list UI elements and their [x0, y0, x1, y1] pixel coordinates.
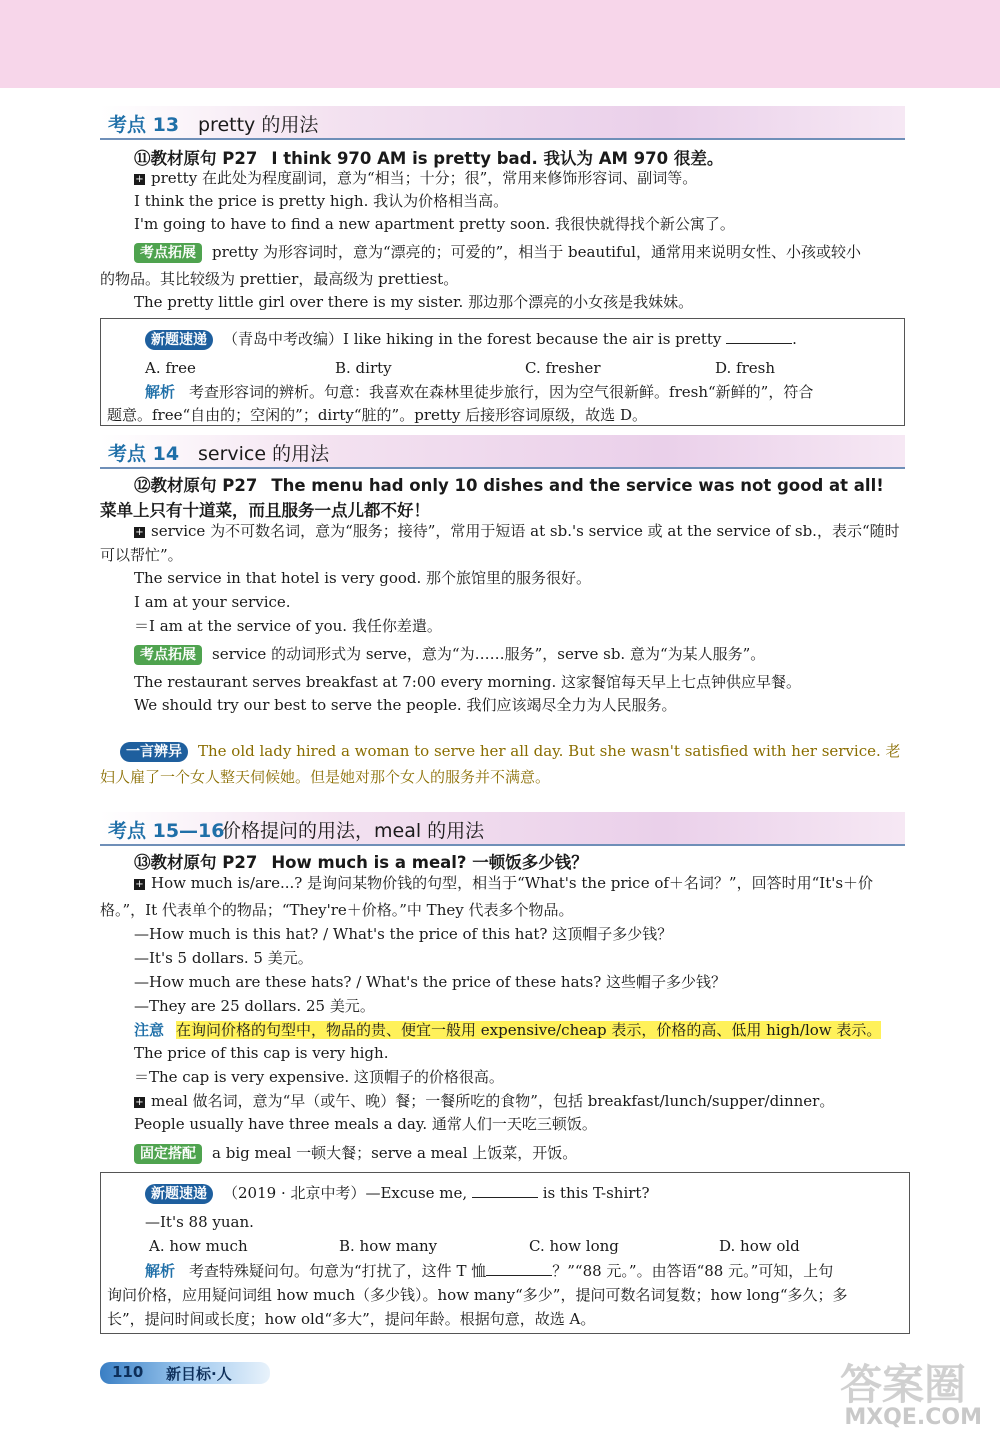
question-tag: 新题速递: [145, 1184, 213, 1204]
option-c: C. fresher: [525, 359, 601, 377]
analysis-line: 长”，提问时间或长度；how old“多大”，提问年龄。根据句意，故选 A。: [107, 1310, 596, 1328]
section-title: service 的用法: [198, 443, 330, 465]
example-line: —They are 25 dollars. 25 美元。: [134, 997, 375, 1015]
section-header-13: [100, 106, 905, 140]
question-text: 新题速递 （青岛中考改编）I like hiking in the forest because the air is pretty .: [145, 328, 797, 350]
option-a: A. how much: [149, 1237, 248, 1255]
example-line: ＝I am at the service of you. 我任你差遣。: [134, 617, 442, 635]
note-line: 注意 在询问价格的句型中，物品的贵、便宜一般用 expensive/cheap 表示，价格的高、低用 high/low 表示。: [134, 1021, 882, 1039]
example-line: The service in that hotel is very good. 那个旅馆里的服务很好。: [134, 569, 592, 587]
explanation-line: + service 为不可数名词，意为“服务；接待”，常用于短语 at sb.'s service 或 at the service of sb.，表示“随时: [135, 522, 900, 540]
question-box-15: [100, 1172, 910, 1334]
option-b: B. how many: [339, 1237, 438, 1255]
section-header-15-16: [100, 812, 905, 846]
example-line: The pretty little girl over there is my sister. 那边那个漂亮的小女孩是我妹妹。: [134, 293, 694, 311]
example-line: The price of this cap is very high.: [134, 1044, 389, 1062]
distinction-line: 一言辨异 The old lady hired a woman to serve her all day. But she wasn't satisfied with her service. 老: [120, 740, 901, 762]
question-text: 新题速递 （2019 · 北京中考）—Excuse me, is this T-shirt?: [145, 1182, 650, 1204]
question-box-13: [100, 318, 905, 426]
section-number: 考点 14: [108, 443, 180, 465]
distinction-tag: 一言辨异: [120, 742, 188, 762]
source-sentence-15: ⑬教材原句 P27 How much is a meal? 一顿饭多少钱？: [134, 853, 588, 872]
extension-tag: 考点拓展: [134, 645, 202, 665]
source-sentence-13: ⑪教材原句 P27 I think 970 AM is pretty bad. 我认为 AM 970 很差。: [134, 149, 724, 168]
fixed-phrase-tag: 固定搭配: [134, 1144, 202, 1164]
question-tag: 新题速递: [145, 330, 213, 350]
section-number: 考点 15—16: [108, 820, 225, 842]
explanation-line: + pretty 在此处为程度副词，意为“相当；十分；很”，常用来修饰形容词、副词等。: [135, 169, 698, 187]
explanation-line: + meal 做名词，意为“早（或午、晚）餐；一餐所吃的食物”，包括 breakfast/lunch/supper/dinner。: [135, 1092, 835, 1110]
analysis-line: 询问价格，应用疑问词组 how much（多少钱）。how many“多少”，提问可数名词复数；how long“多久；多: [107, 1286, 848, 1304]
series-name: 新目标·人: [166, 1365, 232, 1383]
page-number: 110: [112, 1363, 144, 1381]
section-number: 考点 13: [108, 114, 180, 136]
extension-line: 考点拓展 service 的动词形式为 serve，意为“为……服务”，serve sb. 意为“为某人服务”。: [134, 643, 765, 665]
example-line: I'm going to have to find a new apartment pretty soon. 我很快就得找个新公寓了。: [134, 215, 735, 233]
option-c: C. how long: [529, 1237, 619, 1255]
option-b: B. dirty: [335, 359, 392, 377]
example-line: —It's 5 dollars. 5 美元。: [134, 949, 313, 967]
distinction-line: 妇人雇了一个女人整天伺候她。但是她对那个女人的服务并不满意。: [100, 768, 551, 786]
answer-line: —It's 88 yuan.: [145, 1213, 254, 1231]
top-banner: [0, 0, 1000, 88]
option-d: D. fresh: [715, 359, 775, 377]
watermark-logo: 答案圈: [839, 1360, 966, 1409]
page-footer: [100, 1362, 270, 1384]
example-line: —How much is this hat? / What's the price of this hat? 这顶帽子多少钱？: [134, 925, 673, 943]
section-title: pretty 的用法: [198, 114, 319, 136]
source-sentence-14: ⑫教材原句 P27 The menu had only 10 dishes and the service was not good at all!: [134, 476, 884, 495]
example-line: The restaurant serves breakfast at 7:00 every morning. 这家餐馆每天早上七点钟供应早餐。: [134, 673, 802, 691]
example-line: I am at your service.: [134, 593, 291, 611]
analysis-line: 题意。free“自由的；空闲的”；dirty“脏的”。pretty 后接形容词原级，故选 D。: [107, 406, 647, 424]
fixed-phrase-line: 固定搭配 a big meal 一顿大餐；serve a meal 上饭菜，开饭。: [134, 1142, 577, 1164]
explanation-line: + How much is/are...? 是询问某物价钱的句型，相当于“What's the price of＋名词？”，回答时用“It's＋价: [135, 874, 874, 892]
example-line: People usually have three meals a day. 通常人们一天吃三顿饭。: [134, 1115, 597, 1133]
example-line: We should try our best to serve the people. 我们应该竭尽全力为人民服务。: [134, 696, 677, 714]
option-a: A. free: [145, 359, 196, 377]
example-line: ＝The cap is very expensive. 这顶帽子的价格很高。: [134, 1068, 504, 1086]
section-title: 价格提问的用法，meal 的用法: [222, 820, 485, 842]
extension-line: 考点拓展 pretty 为形容词时，意为“漂亮的；可爱的”，相当于 beautiful，通常用来说明女性、小孩或较小: [134, 241, 861, 263]
source-translation-14: 菜单上只有十道菜，而且服务一点儿都不好！: [100, 501, 430, 520]
watermark-url: MXQE.COM: [844, 1405, 982, 1430]
example-line: —How much are these hats? / What's the price of these hats? 这些帽子多少钱？: [134, 973, 727, 991]
analysis-line: 解析 考查形容词的辨析。句意：我喜欢在森林里徒步旅行，因为空气很新鲜。fresh“新鲜的”，符合: [145, 383, 814, 401]
extension-tag: 考点拓展: [134, 243, 202, 263]
explanation-line: 可以帮忙”。: [100, 546, 183, 564]
extension-line: 的物品。其比较级为 prettier，最高级为 prettiest。: [100, 270, 459, 288]
explanation-line: 格。”，It 代表单个的物品；“They're＋价格。”中 They 代表多个物品。: [100, 901, 574, 919]
example-line: I think the price is pretty high. 我认为价格相当高。: [134, 192, 509, 210]
option-d: D. how old: [719, 1237, 800, 1255]
analysis-line: 解析 考查特殊疑问句。句意为“打扰了，这件 T 恤 ？”“88 元。”。由答语“88 元。”可知，上句: [145, 1262, 834, 1280]
section-header-14: [100, 435, 905, 469]
